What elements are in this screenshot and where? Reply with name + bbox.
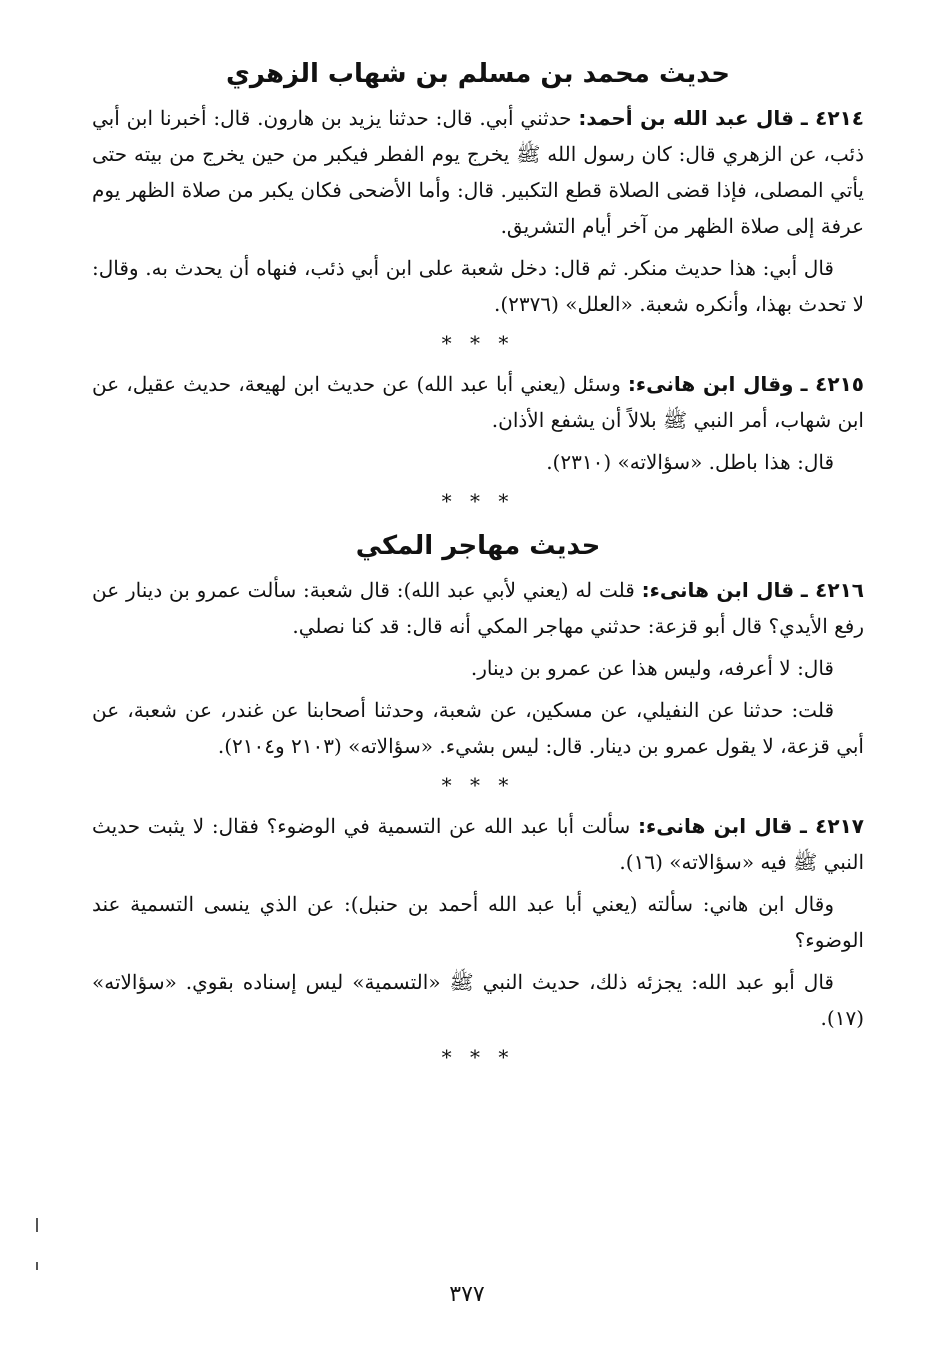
entry-text: حدثني أبي. قال: حدثنا يزيد بن هارون. قال: أخبرنا ابن أبي ذئب، عن الزهري قال: كان رسول الله ﷺ يخرج يوم الفطر فيكبر من حين يخرج من بيته حتى يأتي المصلى، فإذا قضى الصلاة قطع التكبير. قال: وأما الأضحى فكان يكبر من صلاة الظهر يوم عرفة إلى صلاة الظهر من آخر أيام التشريق. — [92, 106, 864, 238]
entry-speaker: وقال ابن هانىء: — [627, 372, 794, 396]
section-separator: * * * — [441, 1045, 515, 1069]
entry-note: قال أبو عبد الله: يجزئه ذلك، حديث النبي ﷺ «التسمية» ليس إسناده بقوي. «سؤالاته» (١٧). — [92, 970, 864, 1030]
entry-note: قال: لا أعرفه، وليس هذا عن عمرو بن دينار. — [470, 656, 834, 680]
entry-4215 — [92, 366, 864, 438]
entry-speaker: قال عبد الله بن أحمد: — [578, 106, 794, 130]
entry-speaker: قال ابن هانىء: — [641, 578, 795, 602]
entry-text: سألت أبا عبد الله عن التسمية في الوضوء؟ فقال: لا يثبت حديث النبي ﷺ فيه «سؤالاته» (١٦). — [92, 814, 864, 874]
section-separator: * * * — [441, 773, 515, 797]
section-separator: * * * — [441, 331, 515, 355]
entry-note: قال: هذا باطل. «سؤالاته» (٢٣١٠). — [546, 450, 834, 474]
entry-number: ٤٢١٦ ـ — [800, 578, 864, 602]
entry-note: وقال ابن هاني: سألته (يعني أبا عبد الله أحمد بن حنبل): عن الذي ينسى التسمية عند الوضوء؟ — [92, 892, 864, 952]
section-heading: حديث محمد بن مسلم بن شهاب الزهري — [225, 59, 731, 89]
entry-text: وسئل (يعني أبا عبد الله) عن حديث ابن لهيعة، حديث عقيل، عن ابن شهاب، أمر النبي ﷺ بلالاً أن يشفع الأذان. — [92, 372, 864, 432]
entry-number: ٤٢١٤ ـ — [800, 106, 864, 130]
entry-number: ٤٢١٧ ـ — [800, 814, 864, 838]
entry-4217 — [92, 808, 864, 880]
entry-speaker: قال ابن هانىء: — [638, 814, 793, 838]
entry-note: قلت: حدثنا عن النفيلي، عن مسكين، عن شعبة، وحدثنا أصحابنا عن غندر، عن شعبة، عن أبي قزعة، لا يقول عمرو بن دينار. قال: ليس بشيء. «سؤالاته» (٢١٠٣ و٢١٠٤). — [92, 698, 864, 758]
page-number: ٣٧٧ — [449, 1282, 485, 1307]
entry-4214 — [92, 100, 864, 244]
entry-4216 — [92, 572, 864, 644]
section-separator: * * * — [441, 489, 515, 513]
entry-number: ٤٢١٥ ـ — [800, 372, 864, 396]
entry-text: قلت له (يعني لأبي عبد الله): قال شعبة: سألت عمرو بن دينار عن رفع الأيدي؟ قال أبو قزعة: حدثني مهاجر المكي أنه قال: قد كنا نصلي. — [92, 578, 864, 638]
entry-note: قال أبي: هذا حديث منكر. ثم قال: دخل شعبة على ابن أبي ذئب، فنهاه أن يحدث به. وقال: لا تحدث بهذا، وأنكره شعبة. «العلل» (٢٣٧٦). — [92, 256, 864, 316]
document-page — [92, 52, 864, 1319]
margin-mark — [36, 1218, 38, 1232]
section-heading: حديث مهاجر المكي — [355, 531, 601, 561]
margin-mark — [36, 1262, 38, 1270]
